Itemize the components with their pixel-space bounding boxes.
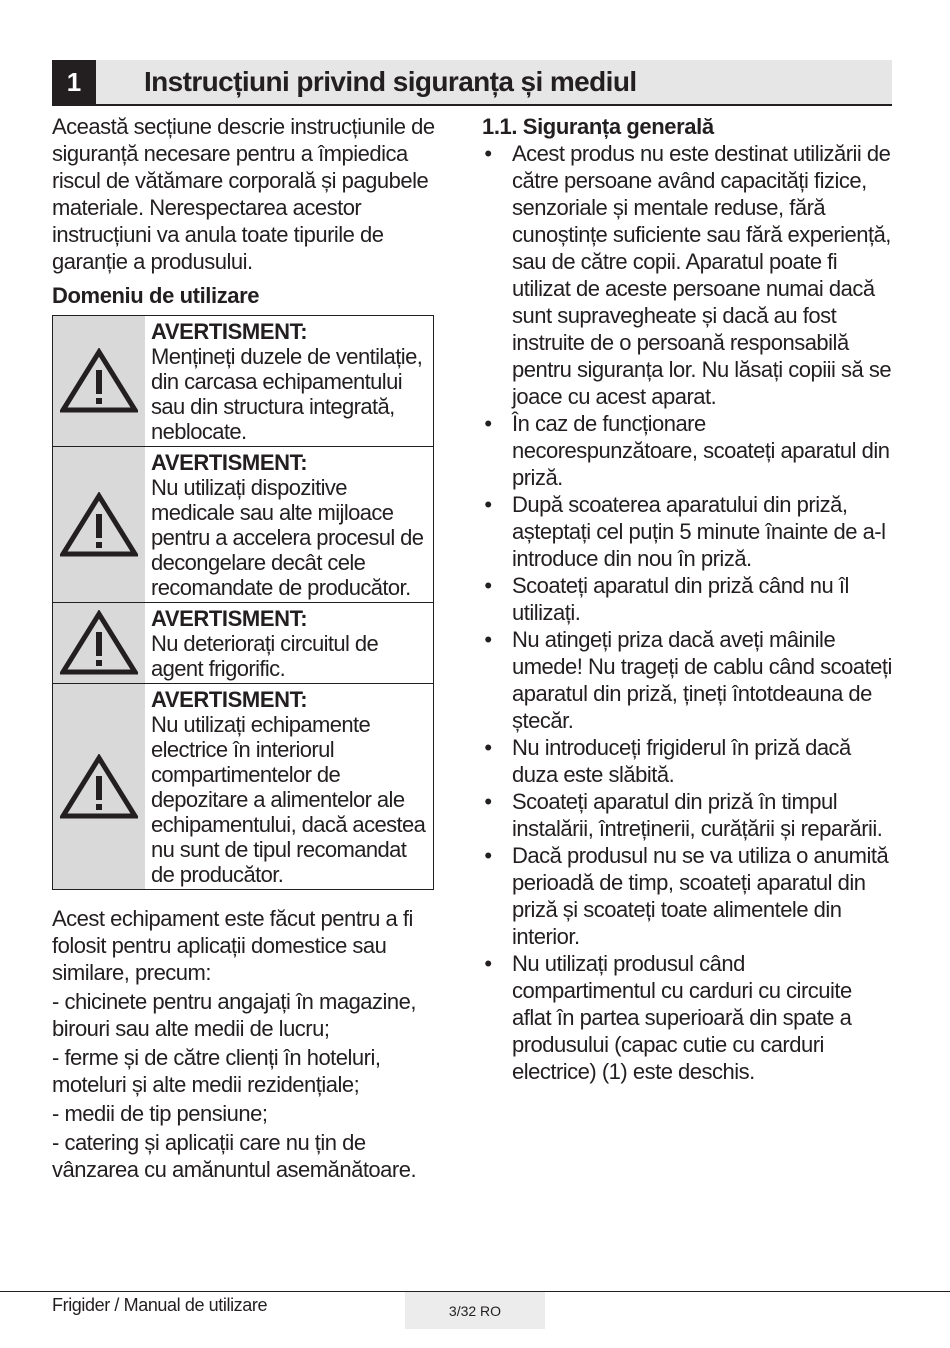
warning-text-cell (145, 603, 433, 683)
list-item (482, 140, 892, 410)
warning-triangle-icon (60, 610, 138, 676)
usage-intro: Acest echipament este făcut pentru a fi folosit pentru aplicații domestice sau similare, precum: (52, 906, 413, 985)
footer-title: Frigider / Manual de utilizare (52, 1295, 268, 1315)
list-item-text: Nu utilizați produsul când compartimentul cu carduri cu circuite aflat în partea superioară din spate a produsului (capac cutie cu carduri electrice) (1) este deschis. (512, 951, 852, 1084)
warning-icon-cell (53, 316, 145, 446)
right-column (482, 113, 892, 1085)
section-header (52, 60, 892, 106)
section-number: 1 (52, 60, 96, 104)
list-item-text: Dacă produsul nu se va utiliza o anumită perioadă de timp, scoateți aparatul din priză și scoateți toate alimentele din interior. (512, 843, 889, 949)
warning-row (53, 602, 433, 683)
bullet-icon: • (484, 627, 492, 652)
list-item (482, 788, 892, 842)
page-title: Instrucțiuni privind siguranța și mediul (144, 66, 637, 97)
warning-text: Nu deteriorați circuitul de agent frigorific. (151, 631, 379, 681)
usage-item: - catering și aplicații care nu țin de vânzarea cu amănuntul asemănătoare. (52, 1130, 417, 1182)
warning-title: AVERTISMENT: (151, 687, 308, 712)
warning-text: Nu utilizați echipamente electrice în interiorul compartimentelor de depozitare a alimentelor ale echipamentului, dacă acestea nu sunt de tipul recomandat de producător. (151, 712, 426, 887)
warning-row (53, 683, 433, 889)
warning-triangle-icon (60, 348, 138, 414)
intro-paragraph: Această secțiune descrie instrucțiunile de siguranță necesare pentru a împiedica riscul de vătămare corporală și pagubele materiale. Nerespectarea acestor instrucțiuni va anula toate tipurile de garanție a produsului. (52, 114, 435, 274)
warning-icon-cell (53, 684, 145, 889)
safety-list (482, 140, 892, 1085)
page-number: 3/32 RO (405, 1292, 545, 1329)
usage-heading: Domeniu de utilizare (52, 283, 260, 308)
section-title: 1.1. Siguranța generală (482, 114, 714, 139)
bullet-icon: • (484, 492, 492, 517)
list-item-text: După scoaterea aparatului din priză, așteptați cel puțin 5 minute înainte de a-l introduce din nou în priză. (512, 492, 886, 571)
warning-text: Mențineți duzele de ventilație, din carcasa echipamentului sau din structura integrată, neblocate. (151, 344, 423, 444)
warning-row (53, 316, 433, 446)
list-item-text: Nu atingeți priza dacă aveți mâinile umede! Nu trageți de cablu când scoateți aparatul din priză, țineți întotdeauna de ștecăr. (512, 627, 892, 733)
bullet-icon: • (484, 735, 492, 760)
warning-triangle-icon (60, 754, 138, 820)
usage-item: - ferme și de către clienți în hoteluri, moteluri și alte medii rezidențiale; (52, 1045, 381, 1097)
list-item (482, 950, 892, 1085)
list-item-text: Acest produs nu este destinat utilizării de către persoane având capacități fizice, senzoriale și mentale reduse, fără cunoștințe suficiente sau fără experiență, sau de către copii. Aparatul poate fi utilizat de aceste persoane numai dacă sunt supravegheate și dacă au fost instruite de o persoană responsabilă pentru siguranța lor. Nu lăsați copiii să se joace cu acest aparat. (512, 141, 892, 409)
list-item (482, 734, 892, 788)
bullet-icon: • (484, 843, 492, 868)
list-item (482, 572, 892, 626)
warnings-table (52, 315, 434, 890)
list-item (482, 410, 892, 491)
warning-text: Nu utilizați dispozitive medicale sau alte mijloace pentru a accelera procesul de decongelare decât cele recomandate de producător. (151, 475, 424, 600)
warning-title: AVERTISMENT: (151, 450, 308, 475)
list-item-text: Scoateți aparatul din priză în timpul instalării, întreținerii, curățării și reparării. (512, 789, 883, 841)
list-item (482, 491, 892, 572)
warning-title: AVERTISMENT: (151, 606, 308, 631)
list-item (482, 626, 892, 734)
list-item (482, 842, 892, 950)
warning-icon-cell (53, 603, 145, 683)
bullet-icon: • (484, 951, 492, 976)
warning-text-cell (145, 684, 433, 889)
warning-text-cell (145, 447, 433, 602)
warning-row (53, 446, 433, 602)
left-column (52, 113, 452, 1183)
bullet-icon: • (484, 141, 492, 166)
bullet-icon: • (484, 573, 492, 598)
bullet-icon: • (484, 411, 492, 436)
list-item-text: Scoateți aparatul din priză când nu îl utilizați. (512, 573, 849, 625)
list-item-text: Nu introduceți frigiderul în priză dacă duza este slăbită. (512, 735, 851, 787)
warning-text-cell (145, 316, 433, 446)
warning-icon-cell (53, 447, 145, 602)
usage-item: - medii de tip pensiune; (52, 1101, 268, 1126)
usage-item: - chicinete pentru angajați în magazine, birouri sau alte medii de lucru; (52, 989, 417, 1041)
warning-triangle-icon (60, 492, 138, 558)
list-item-text: În caz de funcționare necorespunzătoare, scoateți aparatul din priză. (512, 411, 890, 490)
bullet-icon: • (484, 789, 492, 814)
warning-title: AVERTISMENT: (151, 319, 308, 344)
